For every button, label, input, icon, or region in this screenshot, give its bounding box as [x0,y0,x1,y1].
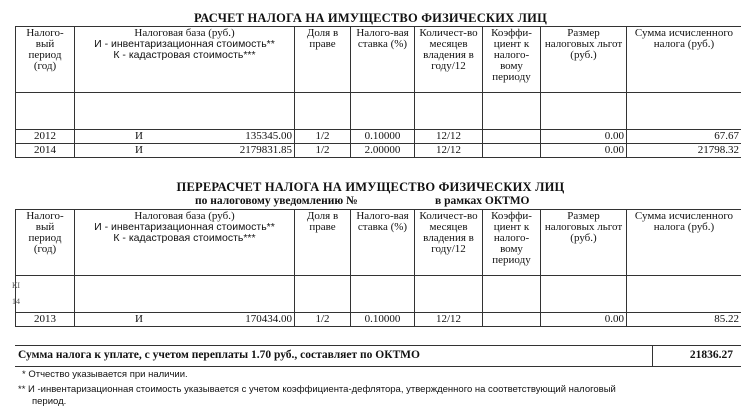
cell-rate: 2.00000 [351,144,415,158]
section2-subtitle-left: по налоговому уведомлению № [195,195,358,207]
cell-base-value: 170434.00 [245,314,292,325]
cell-rate: 0.10000 [351,313,415,327]
cell-share: 1/2 [295,144,351,158]
header-benefit: Размер налоговых льгот (руб.) [541,27,627,93]
total-label: Сумма налога к уплате, с учетом переплаты 1.70 руб., составляет по ОКТМО [18,349,420,361]
cell-benefit: 0.00 [541,313,627,327]
cell-months: 12/12 [415,144,483,158]
cell-coef [483,313,541,327]
cell-period: 2013 [16,313,75,327]
total-row [15,345,741,367]
header-rate: Налого-вая ставка (%) [351,210,415,276]
cell-base-type: И [135,131,143,142]
header-base-i: И - инвентаризационная стоимость** [77,222,292,233]
table-row [16,130,741,144]
header-base-title: Налоговая база (руб.) [77,211,292,222]
cell-amount: 21798.32 [627,144,741,158]
header-rate: Налого-вая ставка (%) [351,27,415,93]
header-base-k: К - кадастровая стоимость*** [77,50,292,61]
header-amount: Сумма исчисленного налога (руб.) [627,210,741,276]
fragment-text-1: КІ [12,281,20,290]
cell-benefit: 0.00 [541,130,627,144]
header-months: Количест-во месяцев владения в году/12 [415,27,483,93]
cell-period: 2014 [16,144,75,158]
header-months: Количест-во месяцев владения в году/12 [415,210,483,276]
cell-rate: 0.10000 [351,130,415,144]
footnote-1: * Отчество указывается при наличии. [22,369,188,380]
cell-months: 12/12 [415,313,483,327]
footnote-3: период. [32,396,66,407]
cell-amount: 67.67 [627,130,741,144]
cell-base-type: И [135,145,143,156]
header-base-title: Налоговая база (руб.) [77,28,292,39]
section2-title: ПЕРЕРАСЧЕТ НАЛОГА НА ИМУЩЕСТВО ФИЗИЧЕСКИХ ЛИЦ [0,180,741,195]
header-coef: Коэффи-циент к налого-вому периоду [483,210,541,276]
tax-table-2 [15,209,741,327]
header-base [75,27,295,93]
header-amount: Сумма исчисленного налога (руб.) [627,27,741,93]
header-benefit: Размер налоговых льгот (руб.) [541,210,627,276]
cell-base-value: 135345.00 [245,131,292,142]
cell-coef [483,130,541,144]
header-coef: Коэффи-циент к налого-вому периоду [483,27,541,93]
cell-share: 1/2 [295,130,351,144]
cell-amount: 85.22 [627,313,741,327]
cell-base-type: И [135,314,143,325]
table-row [16,144,741,158]
header-base-k: К - кадастровая стоимость*** [77,233,292,244]
footnote-2: ** И -инвентаризационная стоимость указывается с учетом коэффициента-дефлятора, утвержденного на соответствующий налоговый [18,384,616,395]
cell-benefit: 0.00 [541,144,627,158]
header-share: Доля в праве [295,210,351,276]
tax-table-1 [15,26,741,158]
cell-base [75,313,295,327]
cell-base [75,130,295,144]
cell-months: 12/12 [415,130,483,144]
cell-share: 1/2 [295,313,351,327]
header-period: Налого-вый период (год) [16,27,75,93]
cell-coef [483,144,541,158]
cell-base-value: 2179831.85 [240,145,292,156]
section2-subtitle-right: в рамках ОКТМО [435,195,530,207]
cell-base [75,144,295,158]
total-value: 21836.27 [690,349,733,361]
header-base-i: И - инвентаризационная стоимость** [77,39,292,50]
header-base [75,210,295,276]
table-row [16,313,741,327]
header-period: Налого-вый период (год) [16,210,75,276]
fragment-text-2: 14 [12,297,20,306]
header-share: Доля в праве [295,27,351,93]
section1-title: РАСЧЕТ НАЛОГА НА ИМУЩЕСТВО ФИЗИЧЕСКИХ ЛИЦ [0,11,741,26]
cell-period: 2012 [16,130,75,144]
